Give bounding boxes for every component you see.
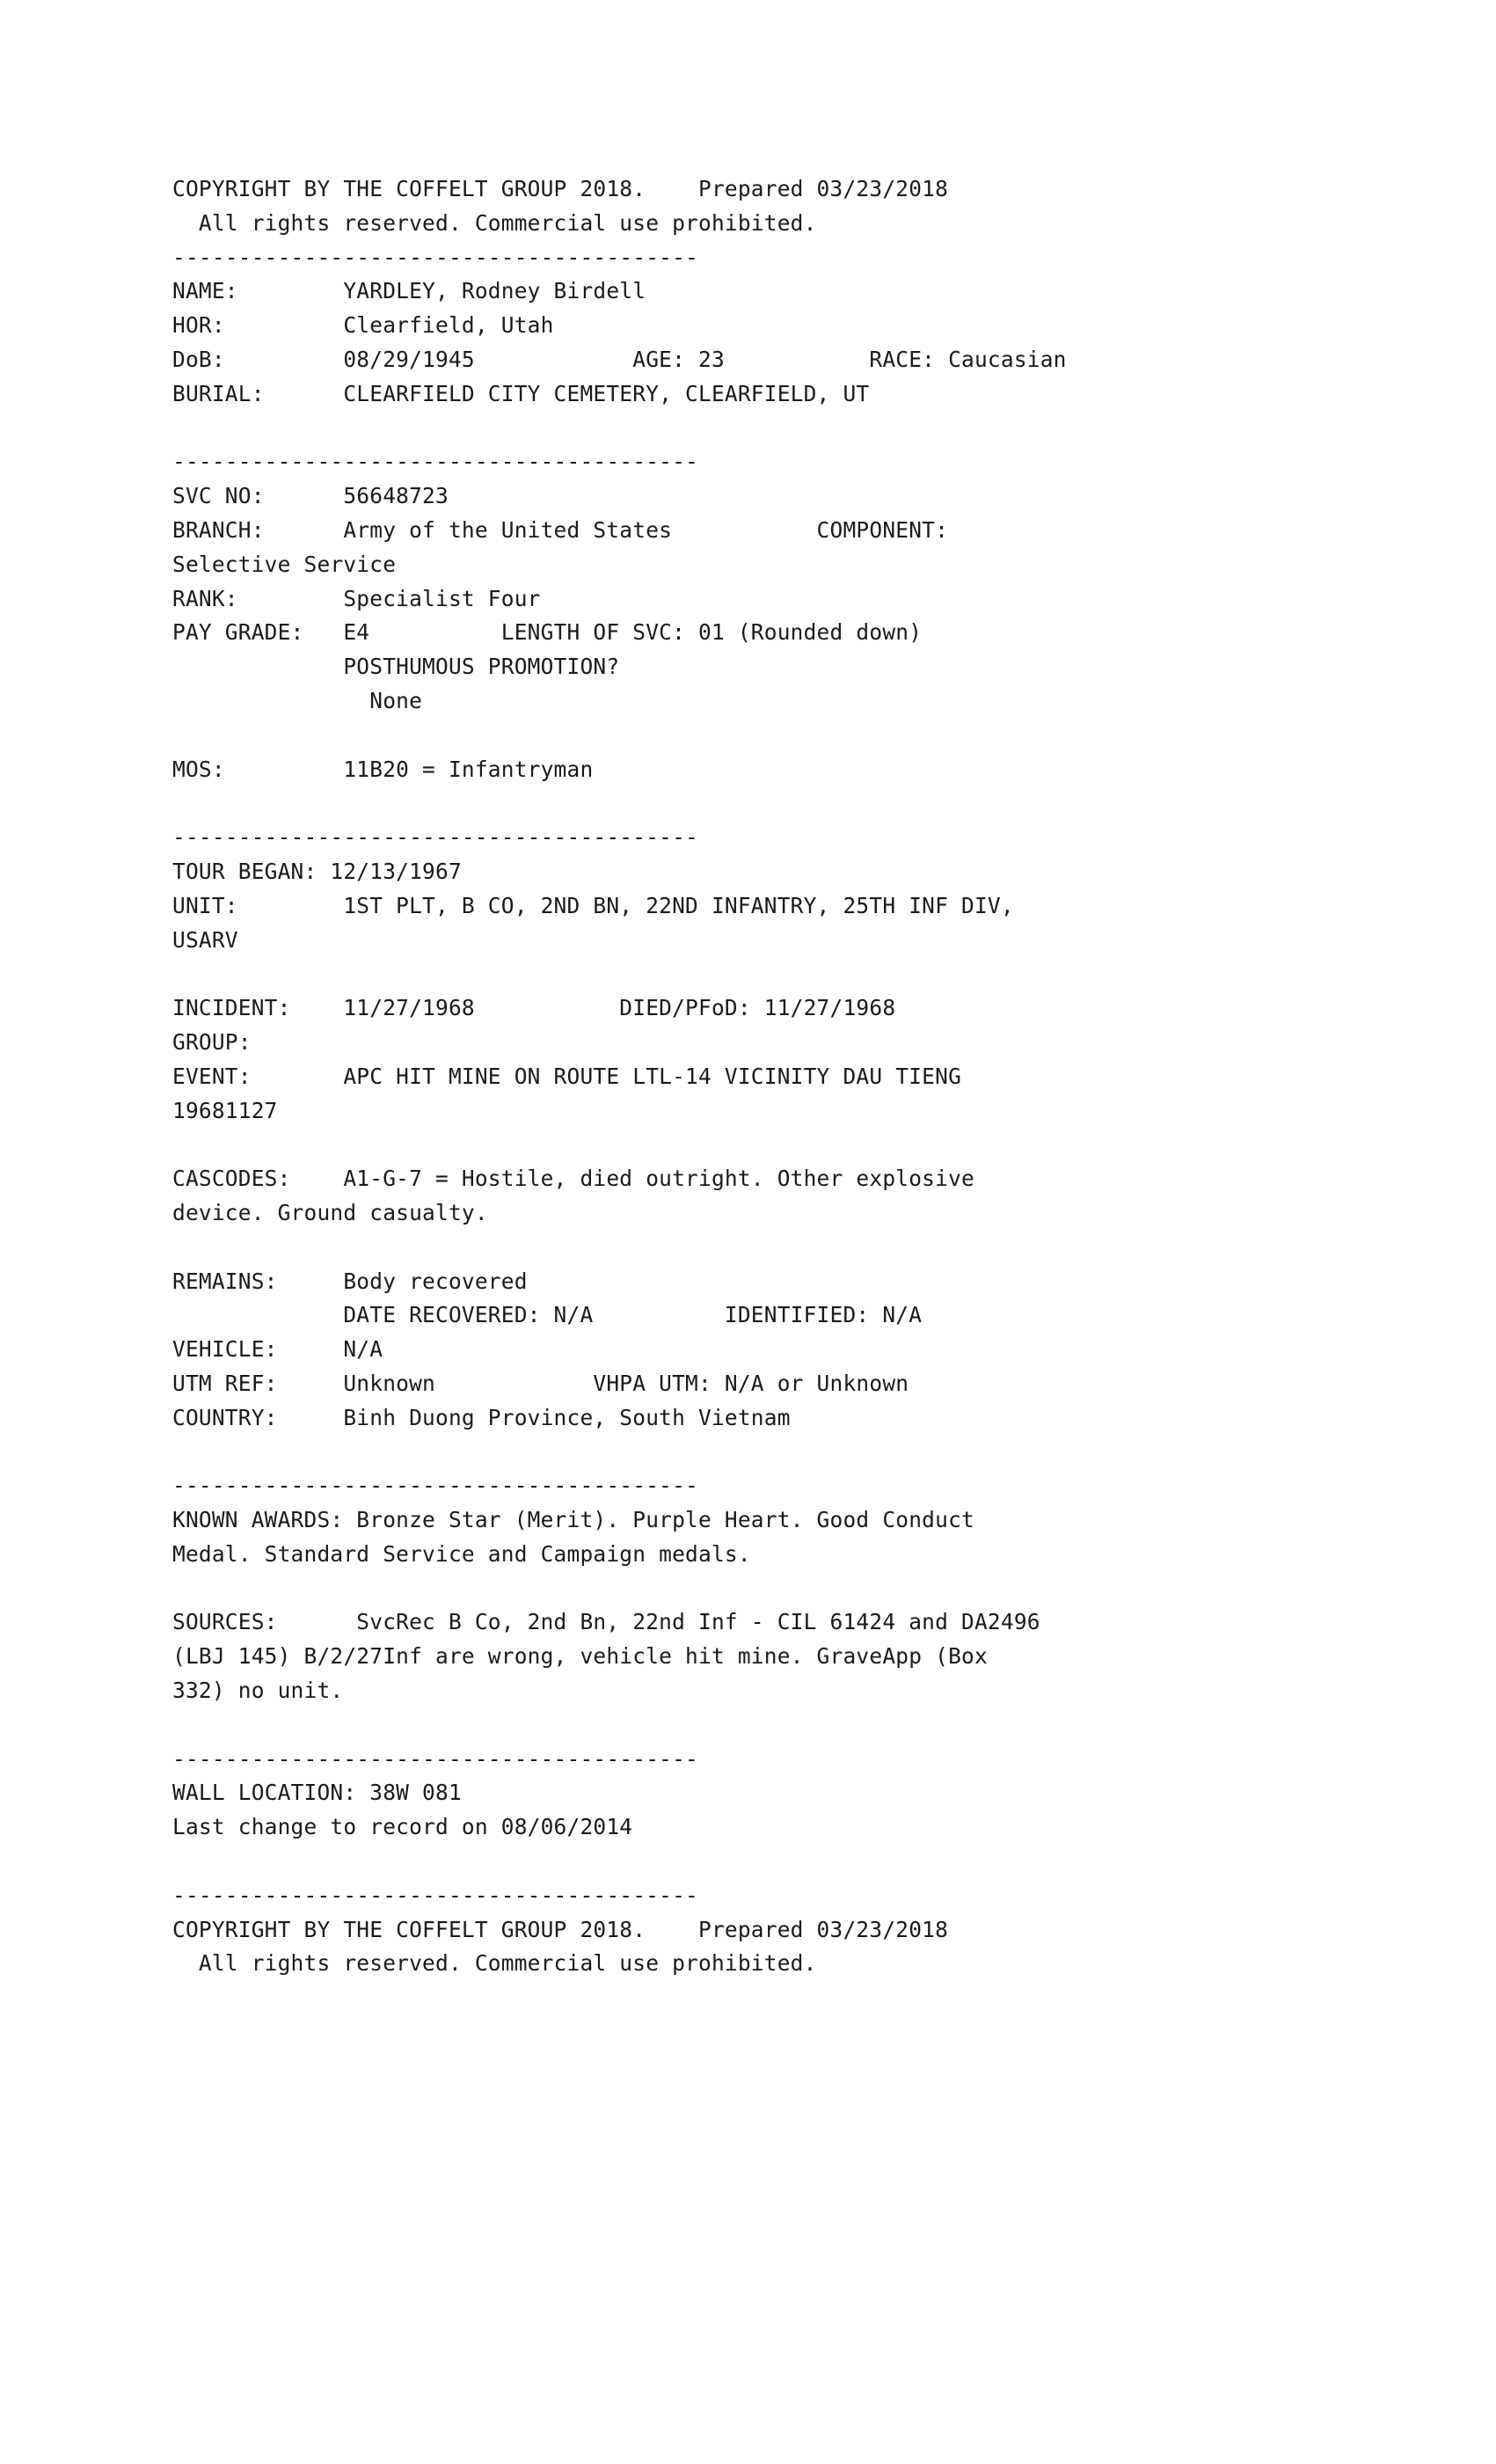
field-dob-age-race: DoB: 08/29/1945 AGE: 23 RACE: Caucasian	[172, 346, 1067, 372]
field-cascodes-continued: device. Ground casualty.	[172, 1199, 488, 1225]
field-posthumous-promotion-label: POSTHUMOUS PROMOTION?	[172, 654, 620, 680]
spacer-2	[172, 719, 1333, 753]
field-unit: UNIT: 1ST PLT, B CO, 2ND BN, 22ND INFANTRY, 25TH INF DIV,	[172, 892, 1014, 918]
header-copyright: COPYRIGHT BY THE COFFELT GROUP 2018. Prepared 03/23/2018	[172, 176, 949, 201]
field-wall-location: WALL LOCATION: 38W 081	[172, 1780, 462, 1806]
field-component-value: Selective Service	[172, 551, 397, 577]
field-sources: SOURCES: SvcRec B Co, 2nd Bn, 22nd Inf - CIL 61424 and DA2496	[172, 1609, 1040, 1635]
separator-rule-5: ----------------------------------------	[172, 1745, 699, 1772]
spacer-5	[172, 1128, 1333, 1162]
spacer-7	[172, 1435, 1333, 1469]
field-event-continued: 19681127	[172, 1097, 278, 1123]
footer-copyright: COPYRIGHT BY THE COFFELT GROUP 2018. Prepared 03/23/2018	[172, 1916, 949, 1942]
field-burial: BURIAL: CLEARFIELD CITY CEMETERY, CLEARFIELD, UT	[172, 380, 870, 406]
separator-rule-3: ----------------------------------------	[172, 824, 699, 851]
field-hor: HOR: Clearfield, Utah	[172, 312, 554, 339]
field-cascodes: CASCODES: A1-G-7 = Hostile, died outright. Other explosive	[172, 1166, 974, 1192]
field-last-change: Last change to record on 08/06/2014	[172, 1814, 633, 1840]
field-tour-began: TOUR BEGAN: 12/13/1967	[172, 858, 462, 884]
document-body	[172, 172, 1333, 1981]
separator-rule-1: ----------------------------------------	[172, 244, 699, 270]
field-group: GROUP:	[172, 1028, 252, 1055]
spacer-9	[172, 1708, 1333, 1743]
spacer-8	[172, 1572, 1333, 1606]
header-rights: All rights reserved. Commercial use prohibited.	[172, 209, 817, 236]
field-event: EVENT: APC HIT MINE ON ROUTE LTL-14 VICINITY DAU TIENG	[172, 1063, 962, 1089]
spacer-1	[172, 412, 1333, 446]
field-name: NAME: YARDLEY, Rodney Birdell	[172, 278, 646, 304]
field-known-awards-continued: Medal. Standard Service and Campaign medals.	[172, 1540, 751, 1567]
spacer-6	[172, 1231, 1333, 1265]
field-country: COUNTRY: Binh Duong Province, South Vietnam	[172, 1404, 791, 1430]
field-date-recovered-identified: DATE RECOVERED: N/A IDENTIFIED: N/A	[172, 1302, 923, 1328]
field-branch: BRANCH: Army of the United States COMPONENT:	[172, 516, 949, 543]
separator-rule-2: ----------------------------------------	[172, 449, 699, 475]
footer-rights: All rights reserved. Commercial use prohibited.	[172, 1950, 817, 1977]
spacer-4	[172, 957, 1333, 991]
field-svc-no: SVC NO: 56648723	[172, 483, 449, 509]
separator-rule-4: ----------------------------------------	[172, 1473, 699, 1499]
field-rank: RANK: Specialist Four	[172, 585, 541, 611]
field-vehicle: VEHICLE: N/A	[172, 1336, 383, 1363]
field-unit-continued: USARV	[172, 926, 238, 953]
separator-rule-6: ----------------------------------------	[172, 1882, 699, 1908]
field-mos: MOS: 11B20 = Infantryman	[172, 756, 594, 782]
field-remains: REMAINS: Body recovered	[172, 1268, 528, 1294]
spacer-3	[172, 786, 1333, 821]
field-incident: INCIDENT: 11/27/1968 DIED/PFoD: 11/27/1968	[172, 995, 896, 1021]
field-pay-grade: PAY GRADE: E4 LENGTH OF SVC: 01 (Rounded down)	[172, 619, 923, 646]
spacer-10	[172, 1845, 1333, 1879]
field-posthumous-promotion-value: None	[172, 687, 423, 713]
field-utm-ref: UTM REF: Unknown VHPA UTM: N/A or Unknown	[172, 1370, 909, 1396]
field-known-awards: KNOWN AWARDS: Bronze Star (Merit). Purple Heart. Good Conduct	[172, 1507, 974, 1533]
field-sources-continued-2: 332) no unit.	[172, 1678, 344, 1704]
field-sources-continued-1: (LBJ 145) B/2/27Inf are wrong, vehicle hit mine. GraveApp (Box	[172, 1643, 988, 1670]
